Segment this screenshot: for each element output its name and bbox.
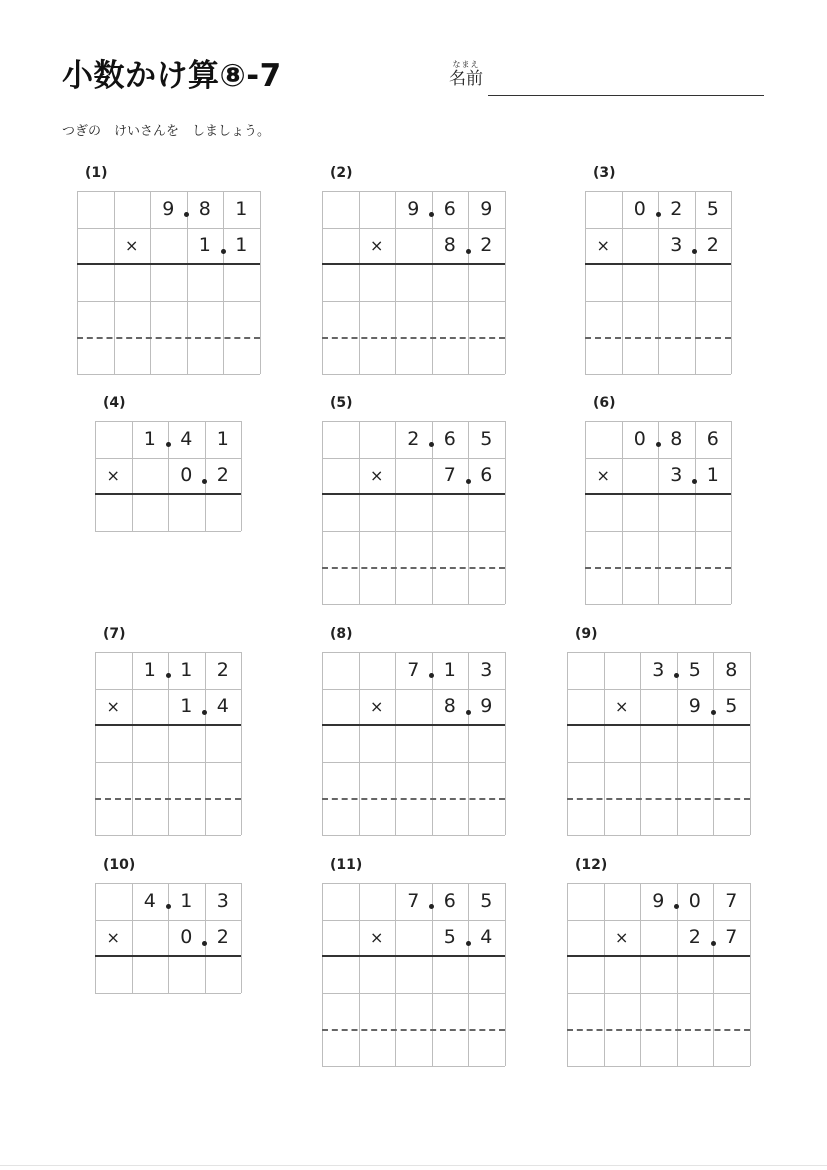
answer-cell[interactable] [713, 956, 750, 993]
decimal-point [166, 904, 171, 909]
problem-label: (10) [103, 857, 136, 873]
problem-label: (1) [85, 165, 108, 181]
digit: 1 [706, 464, 719, 487]
digit: 3 [670, 464, 683, 487]
answer-cell[interactable] [322, 531, 359, 568]
times-sign: × [615, 927, 629, 947]
answer-cell[interactable] [622, 531, 659, 568]
answer-cell[interactable] [567, 798, 604, 835]
digit: 5 [443, 926, 456, 949]
answer-cell[interactable] [359, 725, 396, 762]
digit: 6 [443, 427, 456, 450]
answer-cell[interactable] [713, 993, 750, 1030]
answer-cell[interactable] [713, 798, 750, 835]
problem-10 [95, 857, 241, 993]
answer-cell[interactable] [132, 762, 169, 799]
answer-cell[interactable] [395, 762, 432, 799]
times-sign: × [370, 696, 384, 716]
digit: 2 [216, 926, 229, 949]
digit: 5 [480, 427, 493, 450]
answer-cell[interactable] [150, 337, 187, 374]
digit: 8 [198, 197, 211, 220]
digit: 1 [180, 658, 193, 681]
answer-cell[interactable] [77, 264, 114, 301]
decimal-point [711, 710, 716, 715]
decimal-point [711, 941, 716, 946]
answer-cell[interactable] [713, 762, 750, 799]
answer-cell[interactable] [322, 567, 359, 604]
decimal-point [692, 479, 697, 484]
answer-cell[interactable] [604, 798, 641, 835]
grid-hline [95, 835, 241, 836]
digit: 2 [688, 926, 701, 949]
grid-vline [241, 421, 242, 531]
answer-cell[interactable] [567, 1029, 604, 1066]
problem-label: (5) [330, 395, 353, 411]
answer-cell[interactable] [604, 725, 641, 762]
answer-cell[interactable] [114, 301, 151, 338]
digit: 2 [216, 464, 229, 487]
times-sign: × [106, 927, 120, 947]
digit: 8 [725, 658, 738, 681]
answer-cell[interactable] [395, 1029, 432, 1066]
digit: 2 [670, 197, 683, 220]
problem-label: (3) [593, 165, 616, 181]
problem-4 [95, 395, 241, 531]
grid-hline [585, 604, 731, 605]
answer-cell[interactable] [468, 993, 505, 1030]
digit: 0 [633, 197, 646, 220]
decimal-point [166, 673, 171, 678]
grid-hline [77, 374, 260, 375]
times-sign: × [370, 235, 384, 255]
answer-cell[interactable] [585, 301, 622, 338]
answer-cell[interactable] [677, 725, 714, 762]
problem-label: (9) [575, 626, 598, 642]
answer-cell[interactable] [322, 301, 359, 338]
page-bottom-rule [0, 1165, 827, 1166]
decimal-point [202, 710, 207, 715]
answer-cell[interactable] [205, 725, 242, 762]
digit: 8 [443, 234, 456, 257]
problem-7 [95, 626, 241, 835]
name-text: 名前 [449, 69, 483, 89]
answer-cell[interactable] [640, 993, 677, 1030]
grid-vline [505, 421, 506, 604]
instructions: つぎの けいさんを しましょう。 [62, 124, 271, 139]
answer-cell[interactable] [604, 1029, 641, 1066]
answer-cell[interactable] [677, 993, 714, 1030]
answer-cell[interactable] [622, 337, 659, 374]
digit: 7 [407, 889, 420, 912]
grid-vline [750, 883, 751, 1066]
answer-cell[interactable] [640, 956, 677, 993]
answer-cell[interactable] [322, 798, 359, 835]
answer-cell[interactable] [322, 1029, 359, 1066]
answer-cell[interactable] [77, 301, 114, 338]
answer-cell[interactable] [395, 798, 432, 835]
answer-cell[interactable] [432, 798, 469, 835]
times-sign: × [615, 696, 629, 716]
problem-label: (4) [103, 395, 126, 411]
answer-cell[interactable] [187, 337, 224, 374]
answer-cell[interactable] [187, 301, 224, 338]
grid-vline [750, 652, 751, 835]
answer-cell[interactable] [359, 762, 396, 799]
times-sign: × [596, 465, 610, 485]
grid-hline [585, 374, 731, 375]
answer-cell[interactable] [95, 956, 132, 993]
answer-cell[interactable] [622, 567, 659, 604]
answer-cell[interactable] [359, 993, 396, 1030]
decimal-point [466, 941, 471, 946]
answer-cell[interactable] [713, 1029, 750, 1066]
answer-cell[interactable] [168, 725, 205, 762]
worksheet-title: 小数かけ算⑧-7 [62, 58, 282, 94]
digit: 0 [688, 889, 701, 912]
answer-cell[interactable] [695, 567, 732, 604]
answer-cell[interactable] [432, 567, 469, 604]
answer-cell[interactable] [658, 301, 695, 338]
problem-label: (7) [103, 626, 126, 642]
answer-cell[interactable] [322, 993, 359, 1030]
digit: 6 [443, 889, 456, 912]
problem-8 [322, 626, 505, 835]
answer-cell[interactable] [585, 494, 622, 531]
decimal-point [656, 212, 661, 217]
answer-cell[interactable] [187, 264, 224, 301]
times-sign: × [370, 465, 384, 485]
answer-cell[interactable] [223, 264, 260, 301]
answer-cell[interactable] [468, 494, 505, 531]
answer-cell[interactable] [604, 762, 641, 799]
answer-cell[interactable] [640, 762, 677, 799]
answer-cell[interactable] [359, 301, 396, 338]
answer-cell[interactable] [359, 531, 396, 568]
digit: 7 [443, 464, 456, 487]
digit: 1 [180, 695, 193, 718]
grid-hline [95, 531, 241, 532]
grid-vline [241, 652, 242, 835]
answer-cell[interactable] [205, 956, 242, 993]
answer-cell[interactable] [359, 264, 396, 301]
digit: 1 [198, 234, 211, 257]
digit: 5 [688, 658, 701, 681]
answer-cell[interactable] [114, 337, 151, 374]
grid-hline [322, 835, 505, 836]
problem-label: (8) [330, 626, 353, 642]
answer-cell[interactable] [432, 531, 469, 568]
answer-cell[interactable] [432, 1029, 469, 1066]
answer-cell[interactable] [567, 956, 604, 993]
digit: 5 [480, 889, 493, 912]
answer-cell[interactable] [359, 494, 396, 531]
grid-hline [95, 993, 241, 994]
answer-cell[interactable] [567, 993, 604, 1030]
problem-1 [77, 165, 260, 374]
digit: 1 [143, 658, 156, 681]
digit: 8 [670, 427, 683, 450]
answer-cell[interactable] [585, 531, 622, 568]
problem-label: (6) [593, 395, 616, 411]
answer-cell[interactable] [395, 264, 432, 301]
answer-cell[interactable] [695, 531, 732, 568]
grid-vline [241, 883, 242, 993]
digit: 3 [216, 889, 229, 912]
answer-cell[interactable] [395, 531, 432, 568]
digit: 6 [443, 197, 456, 220]
answer-cell[interactable] [468, 264, 505, 301]
problem-label: (12) [575, 857, 608, 873]
answer-cell[interactable] [677, 762, 714, 799]
decimal-point [202, 479, 207, 484]
answer-cell[interactable] [168, 798, 205, 835]
answer-cell[interactable] [223, 301, 260, 338]
digit: 0 [180, 464, 193, 487]
answer-cell[interactable] [150, 264, 187, 301]
problem-12 [567, 857, 750, 1066]
grid-hline [567, 835, 750, 836]
grid-hline [322, 1066, 505, 1067]
times-sign: × [596, 235, 610, 255]
answer-cell[interactable] [95, 725, 132, 762]
digit: 2 [407, 427, 420, 450]
answer-cell[interactable] [658, 567, 695, 604]
problem-label: (11) [330, 857, 363, 873]
answer-cell[interactable] [677, 1029, 714, 1066]
answer-cell[interactable] [205, 762, 242, 799]
answer-cell[interactable] [567, 725, 604, 762]
digit: 1 [143, 427, 156, 450]
answer-cell[interactable] [205, 494, 242, 531]
answer-cell[interactable] [468, 762, 505, 799]
answer-cell[interactable] [658, 264, 695, 301]
answer-cell[interactable] [322, 762, 359, 799]
decimal-point [692, 249, 697, 254]
answer-cell[interactable] [695, 264, 732, 301]
digit: 9 [480, 695, 493, 718]
decimal-point [466, 249, 471, 254]
digit: 3 [670, 234, 683, 257]
answer-cell[interactable] [432, 264, 469, 301]
digit: 9 [480, 197, 493, 220]
answer-cell[interactable] [604, 993, 641, 1030]
answer-cell[interactable] [132, 725, 169, 762]
problem-6 [585, 395, 731, 604]
answer-cell[interactable] [695, 337, 732, 374]
answer-cell[interactable] [114, 264, 151, 301]
digit: 9 [162, 197, 175, 220]
answer-cell[interactable] [585, 337, 622, 374]
answer-cell[interactable] [640, 725, 677, 762]
answer-cell[interactable] [322, 264, 359, 301]
problem-label: (2) [330, 165, 353, 181]
answer-cell[interactable] [640, 1029, 677, 1066]
answer-cell[interactable] [658, 494, 695, 531]
answer-cell[interactable] [168, 762, 205, 799]
digit: 2 [706, 234, 719, 257]
answer-cell[interactable] [132, 798, 169, 835]
digit: 1 [235, 234, 248, 257]
grid-vline [505, 652, 506, 835]
answer-cell[interactable] [622, 264, 659, 301]
problem-3 [585, 165, 731, 374]
answer-cell[interactable] [432, 993, 469, 1030]
grid-hline [322, 604, 505, 605]
answer-cell[interactable] [432, 956, 469, 993]
answer-cell[interactable] [322, 494, 359, 531]
grid-hline [322, 374, 505, 375]
answer-cell[interactable] [468, 725, 505, 762]
decimal-point [466, 479, 471, 484]
answer-cell[interactable] [567, 762, 604, 799]
grid-vline [260, 191, 261, 374]
answer-cell[interactable] [432, 494, 469, 531]
digit: 9 [652, 889, 665, 912]
digit: 7 [407, 658, 420, 681]
answer-cell[interactable] [95, 494, 132, 531]
decimal-point [202, 941, 207, 946]
answer-cell[interactable] [359, 337, 396, 374]
answer-cell[interactable] [95, 798, 132, 835]
answer-cell[interactable] [395, 956, 432, 993]
digit: 5 [706, 197, 719, 220]
answer-cell[interactable] [322, 956, 359, 993]
answer-cell[interactable] [604, 956, 641, 993]
times-sign: × [106, 465, 120, 485]
answer-cell[interactable] [713, 725, 750, 762]
answer-cell[interactable] [150, 301, 187, 338]
grid-hline [567, 1066, 750, 1067]
answer-cell[interactable] [359, 956, 396, 993]
digit: 4 [480, 926, 493, 949]
grid-vline [505, 883, 506, 1066]
answer-cell[interactable] [168, 956, 205, 993]
answer-cell[interactable] [468, 531, 505, 568]
decimal-point [466, 710, 471, 715]
digit: 1 [180, 889, 193, 912]
answer-cell[interactable] [640, 798, 677, 835]
name-input-line[interactable] [488, 95, 764, 96]
grid-vline [731, 421, 732, 604]
digit: 0 [180, 926, 193, 949]
digit: 7 [725, 889, 738, 912]
answer-cell[interactable] [432, 725, 469, 762]
answer-cell[interactable] [395, 301, 432, 338]
answer-cell[interactable] [205, 798, 242, 835]
problem-2 [322, 165, 505, 374]
digit: 0 [633, 427, 646, 450]
digit: 2 [480, 234, 493, 257]
answer-cell[interactable] [468, 798, 505, 835]
digit: 5 [725, 695, 738, 718]
answer-cell[interactable] [322, 337, 359, 374]
digit: 7 [725, 926, 738, 949]
answer-cell[interactable] [432, 337, 469, 374]
answer-cell[interactable] [468, 956, 505, 993]
answer-cell[interactable] [468, 301, 505, 338]
answer-cell[interactable] [223, 337, 260, 374]
digit: 9 [688, 695, 701, 718]
answer-cell[interactable] [432, 301, 469, 338]
decimal-point [656, 442, 661, 447]
decimal-point [221, 249, 226, 254]
answer-cell[interactable] [585, 567, 622, 604]
name-label [446, 60, 486, 89]
digit: 1 [443, 658, 456, 681]
answer-cell[interactable] [359, 1029, 396, 1066]
answer-cell[interactable] [395, 337, 432, 374]
grid-vline [731, 191, 732, 374]
problem-5 [322, 395, 505, 604]
times-sign: × [370, 927, 384, 947]
digit: 2 [216, 658, 229, 681]
answer-cell[interactable] [658, 531, 695, 568]
answer-cell[interactable] [695, 494, 732, 531]
times-sign: × [125, 235, 139, 255]
answer-cell[interactable] [168, 494, 205, 531]
digit: 3 [652, 658, 665, 681]
digit: 6 [706, 427, 719, 450]
answer-cell[interactable] [95, 762, 132, 799]
problem-11 [322, 857, 505, 1066]
answer-cell[interactable] [359, 567, 396, 604]
answer-cell[interactable] [677, 956, 714, 993]
digit: 4 [180, 427, 193, 450]
answer-cell[interactable] [132, 956, 169, 993]
answer-cell[interactable] [468, 567, 505, 604]
digit: 6 [480, 464, 493, 487]
answer-cell[interactable] [395, 567, 432, 604]
answer-cell[interactable] [677, 798, 714, 835]
answer-cell[interactable] [622, 494, 659, 531]
answer-cell[interactable] [468, 1029, 505, 1066]
answer-cell[interactable] [395, 993, 432, 1030]
digit: 9 [407, 197, 420, 220]
answer-cell[interactable] [132, 494, 169, 531]
digit: 1 [235, 197, 248, 220]
digit: 4 [143, 889, 156, 912]
digit: 4 [216, 695, 229, 718]
problem-9 [567, 626, 750, 835]
answer-cell[interactable] [432, 762, 469, 799]
answer-cell[interactable] [359, 798, 396, 835]
times-sign: × [106, 696, 120, 716]
digit: 1 [216, 427, 229, 450]
answer-cell[interactable] [585, 264, 622, 301]
digit: 3 [480, 658, 493, 681]
decimal-point [166, 442, 171, 447]
name-ruby: なまえ [452, 60, 480, 69]
answer-cell[interactable] [322, 725, 359, 762]
answer-cell[interactable] [658, 337, 695, 374]
answer-cell[interactable] [468, 337, 505, 374]
answer-cell[interactable] [622, 301, 659, 338]
digit: 8 [443, 695, 456, 718]
answer-cell[interactable] [395, 494, 432, 531]
answer-cell[interactable] [695, 301, 732, 338]
answer-cell[interactable] [77, 337, 114, 374]
grid-vline [505, 191, 506, 374]
answer-cell[interactable] [395, 725, 432, 762]
